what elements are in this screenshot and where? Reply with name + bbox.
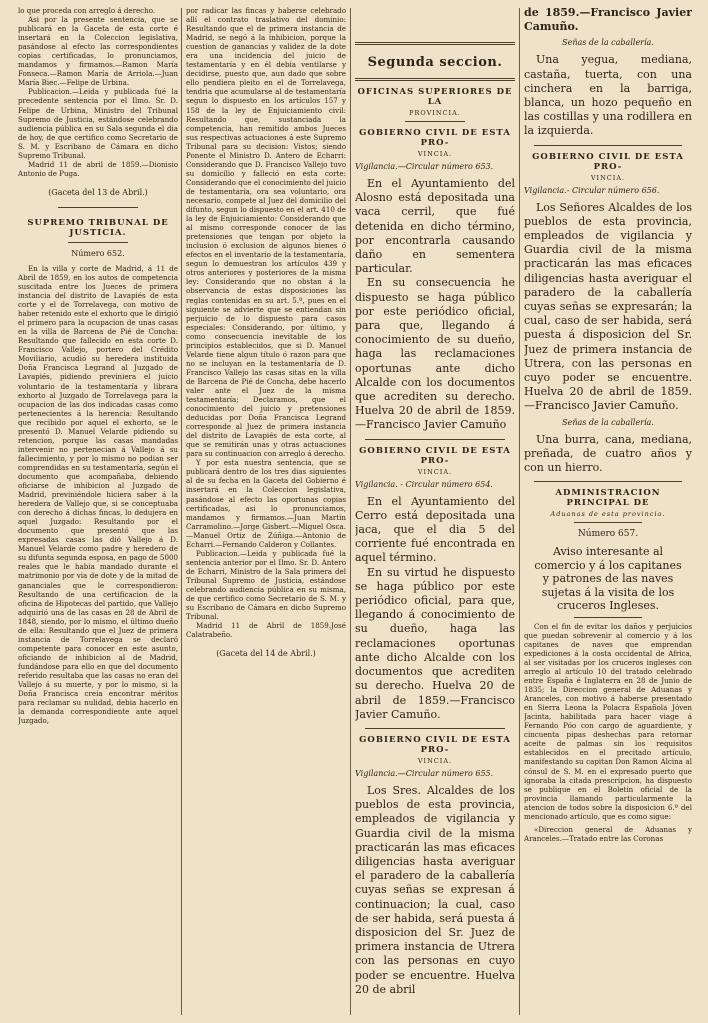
paragraph: lo que proceda con arreglo á derecho. (18, 6, 156, 15)
gaceta-date: (Gaceta del 13 de Abril.) (48, 187, 148, 197)
circular-label: Vigilancia.—Circular número 653. (355, 162, 494, 171)
column-1 (18, 6, 178, 1017)
section-header: OFICINAS SUPERIORES DE LA (357, 87, 513, 107)
paragraph: Madrid 11 de abril de 1859.—Dionisio Antonio de Puga. (18, 159, 178, 178)
notice-heading: Aviso interesante al comercio y á los capitanes y patrones de las naves sujetas á la visita de los cruceros Ingleses. (534, 545, 682, 613)
section-subtitle: Señas de la caballería. (562, 417, 654, 427)
separator (405, 121, 465, 122)
paragraph: Asi por la presente sentencia, que se publicará en la Gaceta de esta corte é insertará en la Coleccion legislativa, pasándose al efecto las correspondientes copias certificadas, lo pronunciamos, mandamos y firmamos.—Ramon María Fonseca.—Ramon María de Arriola.—Juan María Biec.—Felipe de Urbina. (18, 15, 178, 88)
column-rule (519, 8, 520, 1015)
paragraph: Los Sres. Alcaldes de los pueblos de esta provincia, empleados de vigilancia y Guardia civil de la misma practicarán las mas eficaces diligencias hasta averiguar el paradero de la caballería cuyas señas se expresan á continuacion; la cual, caso de ser habida, será puesta á disposicion del Sr. Juez de primera instancia de Utrera con las personas en cuyo poder se encuentre. Huelva 20 de abril (355, 783, 515, 996)
paragraph: Una burra, cana, mediana, preñada, de cuatro años y con un hierro. (524, 432, 692, 475)
separator (355, 78, 515, 81)
paragraph: Los Señores Alcaldes de los pueblos de esta provincia, empleados de vigilancia y Guardia civil de la misma practicarán las mas eficaces diligencias hasta averiguar el paradero de la caballería cuyas señas se expresarán; la cual, caso de ser habida, será puesta á disposicion del Sr. Juez de primera instancia de Utrera, con las personas en cuyo poder se encuentre. Huelva 20 de abril de 1859. —Francisco Javier Camuño. (524, 200, 692, 413)
section-subheader: VINCIA. (417, 150, 453, 158)
section-subheader: Aduanas de esta provincia. (550, 510, 666, 519)
column-4 (524, 6, 692, 1017)
paragraph: En la villa y corte de Madrid, á 11 de Abril de 1859, en los autos de competencia suscitada entre los Jueces de primera instancia del distrito de Lavapiés de esta corte y el de Torrelavega, con motivo de haber retenido este el exhorto que le dirigió el primero para la ocupacion de unas casas en la villa de Barcena de Pié de Concha: Resultando que fallecido en esta corte D. Francisco Vallejo, portero del Crédito Moviliario, acudió su heredera instituida Doña Francisca Legrand al Juzgado de Lavapiés, pidiendo previniera el juicio voluntario de la testamentaría y librara exhorto al Juzgado de Torrelavega para la ocupacion de las dos indicadas casas como pertenecientes á la herencia: Resultando que recibido por aquel el exhorto, se le presentó D. Manuel Velarde pidiendo su retencion, porque las casas mandadas intervenir no pertenecian á Vallejo á su fallecimiento, y por lo mismo no podian ser comprendidas en su testamentaría, según el documento que acompañaba, debiendo oficiarse de inhibicion al Juzgado de Madrid, previniéndole hiciera saber á la heredera de Vallejo que, si se conceptuaba con derecho á dichas fincas, lo dedujera en aquel Juzgado: Resultando por el documento que presentó que las expresadas casas las dió Vallejo á D. Manuel Velarde como padre y heredero de su difunta segunda esposa, en pago de 5000 reales que le habia mandado durante el matrimonio por via de dote y de la mitad de gananciales que le correspondieron: Resultando de una certificacion de la oficina de Hipotecas del partido, que Vallejo adquirió una de las casas en 28 de Abril de 1848, siendo, por lo mismo, el último dueño de ella: Resultando que el Juez de primera instancia de Torrelavega se declaró competente para conocer en este asunto, oficiando de inhibicion al de Madrid, fundándose para ello en que del documento referido resultaba que las casas no eran del Vallejo á su muerte, y por lo mismo, si la Doña Francisca creia encontrar méritos para reclamar su nulidad, debia hacerlo en la demanda correspondiente ante aquel Juzgado, (18, 263, 178, 726)
column-3 (355, 6, 515, 1017)
paragraph: Y por esta nuestra sentencia, que se publicará dentro de los tres dias siguientes al de su fecha en la Gaceta del Gobierno é insertará en la Coleccion legislativa, pasándose al efecto las oportunas copias certificadas, asi lo pronunciamos, mandamos y firmamos.—Juan Martin Carramolino.—Jorge Gisbert.—Miguel Osca.—Manuel Ortiz de Zúñiga.—Antonio de Echarri.—Fernando Calderon y Collantes. (186, 458, 346, 549)
section-header: ADMINISTRACION PRINCIPAL DE (555, 488, 661, 509)
section-subheader: VINCIA. (417, 467, 453, 476)
section-header: GOBIERNO CIVIL DE ESTA PRO- (359, 445, 511, 466)
section-subtitle: Señas de la caballería. (562, 38, 654, 48)
paragraph: Publicacion.—Leida y publicada fué la precedente sentencia por el Ilmo. Sr. D. Felipe de Urbina, Ministro del Tribunal Supremo de Justicia, estándose celebrando audiencia pública en su Sala segunda el dia de hoy, de que certifico como Secretario de S. M. y Escribano de Cámara en dicho Supremo Tribunal. (18, 87, 178, 160)
paragraph: por radicar las fincas y haberse celebrado allí el contrato traslativo del dominio: Resultando que el de primera instancia de Madrid, se negó á la inhibicion, porque la cuestion de ganancias y validez de la dote era una incidencia del juicio de testamentaría y en él debia ventilarse y decidirse, puesto que, aun dado que sobre ello pendiera pleito en el de Torrelavega, tendria que acumularse al de testamentaría segun lo dispuesto en los artículos 157 y 158 de la ley de Enjuiciamiento civil: Resultando que, sustanciada la competencia, han remitido ambos Jueces sus respectivas actuaciones á este Supremo Tribunal para su decision: Vistos; siendo Ponente el Ministro D. Antero de Echarri: Considerando que D. Francisco Vallejo tuvo su domicilio y falleció en esta corte: Considerando que el conocimiento del juicio de testamentaría, ora sea voluntario, ora necesario, compete al Juez del domicilio del difunto, segun lo dispuesto en el art. 410 de la ley de Enjuiciamiento: Considerando que al mismo corresponde conocer de las pretensiones que tengan por objeto la inclusion ó exclusion de algunos bienes ó efectos en el inventario de la testamentaría, segun lo demuestran los artículos 439 y otros anteriores y posteriores de la misma ley: Considerando que no obstan á la observancia de estas disposiciones las reglas contenidas en su art. 5.º, pues en el siguiente se advierte que se entiendan sin perjuicio de lo dispuesto para casos especiales: Considerando, por último, y como consecuencia inevitable de los principios establecidos, que si D. Manuel Velarde tiene algun título ó razon para que no se incluyan en la testamentaría de D. Francisco Vallejo las casas sitas en la villa de Barcena de Pié de Concha, debe hacerlo valer ante el Juez de la misma testamentaría; Declaramos, que el conocimiento del juicio y pretensiones deducidas por Doña Francisca Legrand corresponde al Juez de primera instancia del distrito de Lavapiés de esta corte, al que se remitirán unas y otras actuaciones para su continuacion con arreglo á derecho. (186, 6, 346, 459)
paragraph: «Direccion general de Aduanas y Aranceles.—Tratado entre las Coronas (524, 824, 692, 843)
paragraph: En su consecuencia he dispuesto se haga público por este periódico oficial, para que, llegando á conocimiento de su dueño, haga las reclamaciones oportunas ante dicho Alcalde con los documentos que acrediten su derecho. Huelva 20 de abril de 1859.—Francisco Javier Camuño (355, 276, 515, 432)
paragraph: Una yegua, mediana, castaña, tuerta, con una cinchera en la barriga, blanca, un hozo pequeño en las costillas y una rodillera en la izquierda. (524, 53, 692, 138)
paragraph: En el Ayuntamiento del Alosno está depositada una vaca cerril, que fué detenida en dicho término, por encontrarla causando daño en sementera particular. (355, 177, 515, 276)
separator (574, 617, 642, 618)
column-rule (350, 8, 351, 1015)
separator (534, 145, 682, 146)
separator (534, 481, 682, 482)
section-header: SUPREMO TRIBUNAL DE JUSTICIA. (27, 217, 169, 238)
separator (355, 42, 515, 45)
section-header: GOBIERNO CIVIL DE ESTA PRO- (532, 151, 684, 172)
circular-label: Vigilancia.- Circular número 656. (524, 185, 660, 195)
section-subheader: PROVINCIA. (409, 109, 461, 117)
circular-label: Vigilancia.—Circular número 655. (355, 768, 494, 778)
circular-label: Vigilancia. - Circular número 654. (355, 479, 493, 489)
paragraph: Con el fin de evitar los daños y perjuicios que puedan sobrevenir al comercio y á los capitanes de naves que emprendan expediciones á la costa occidental de Africa, al ser visitadas por los cruceros ingleses con arreglo al artículo 10 del tratado celebrado entre España é Inglaterra en 28 de Junio de 1835; la Direccion general de Aduanas y Aranceles, con motivo á haberse presentado en Sierra Leona la Polacra Española Jóven Jacinta, habilitada para hacer viage á Fernando Póo con cargo de aguardiente, y cincuenta pipas deshechas para retornar aceite de palmas sin los requisitos establecidos en el precitado artículo, manifestando su capitan Don Ramon Alcina al cónsul de S. M. en el expresado puerto que ignoraba la citada prescripcion, ha dispuesto se publique en el Boletin oficial de la provincia llamando particularmente la atencion de todos sobre la disposicion 6.ª del mencionado artículo, que es como sigue: (524, 621, 692, 821)
article-number: Número 657. (577, 529, 639, 540)
gaceta-date: (Gaceta del 14 de Abril.) (216, 649, 316, 659)
section-header: GOBIERNO CIVIL DE ESTA PRO- (359, 734, 511, 755)
section-subheader: VINCIA. (590, 173, 626, 182)
separator (58, 207, 138, 208)
separator (365, 728, 505, 729)
paragraph: Madrid 11 de Abril de 1859.José Calatrabeño. (186, 621, 346, 640)
section-header: GOBIERNO CIVIL DE ESTA PRO- (359, 128, 511, 148)
article-number: Número 652. (71, 248, 125, 258)
section-title: Segunda seccion. (367, 55, 503, 70)
separator (68, 242, 128, 243)
separator (365, 439, 505, 440)
paragraph: de 1859.—Francisco Javier Camuño. (524, 6, 692, 34)
paragraph: En su virtud he dispuesto se haga público por este periódico oficial, para que, llegando á conocimiento de su dueño, haga las reclamaciones oportunas ante dicho Alcalde con los documentos que acrediten su derecho. Huelva 20 de abril de 1859.—Francisco Javier Camuño. (355, 565, 515, 721)
paragraph: En el Ayuntamiento del Cerro está depositada una jaca, que el dia 5 del corriente fué encontrada en aquel término. (355, 494, 515, 565)
separator (574, 522, 642, 523)
column-rule (181, 8, 182, 1015)
paragraph: Publicacion.—Leida y publicada fué la sentencia anterior por el Ilmo. Sr. D. Antero de Echarri, Ministro de la Sala primera del Tribunal Supremo de Justicia, estándose celebrando audiencia pública en su misma, de que certifico como Secretario de S. M. y su Escribano de Cámara en dicho Supremo Tribunal. (186, 548, 346, 622)
section-subheader: VINCIA. (417, 756, 453, 765)
column-2 (186, 6, 346, 1017)
